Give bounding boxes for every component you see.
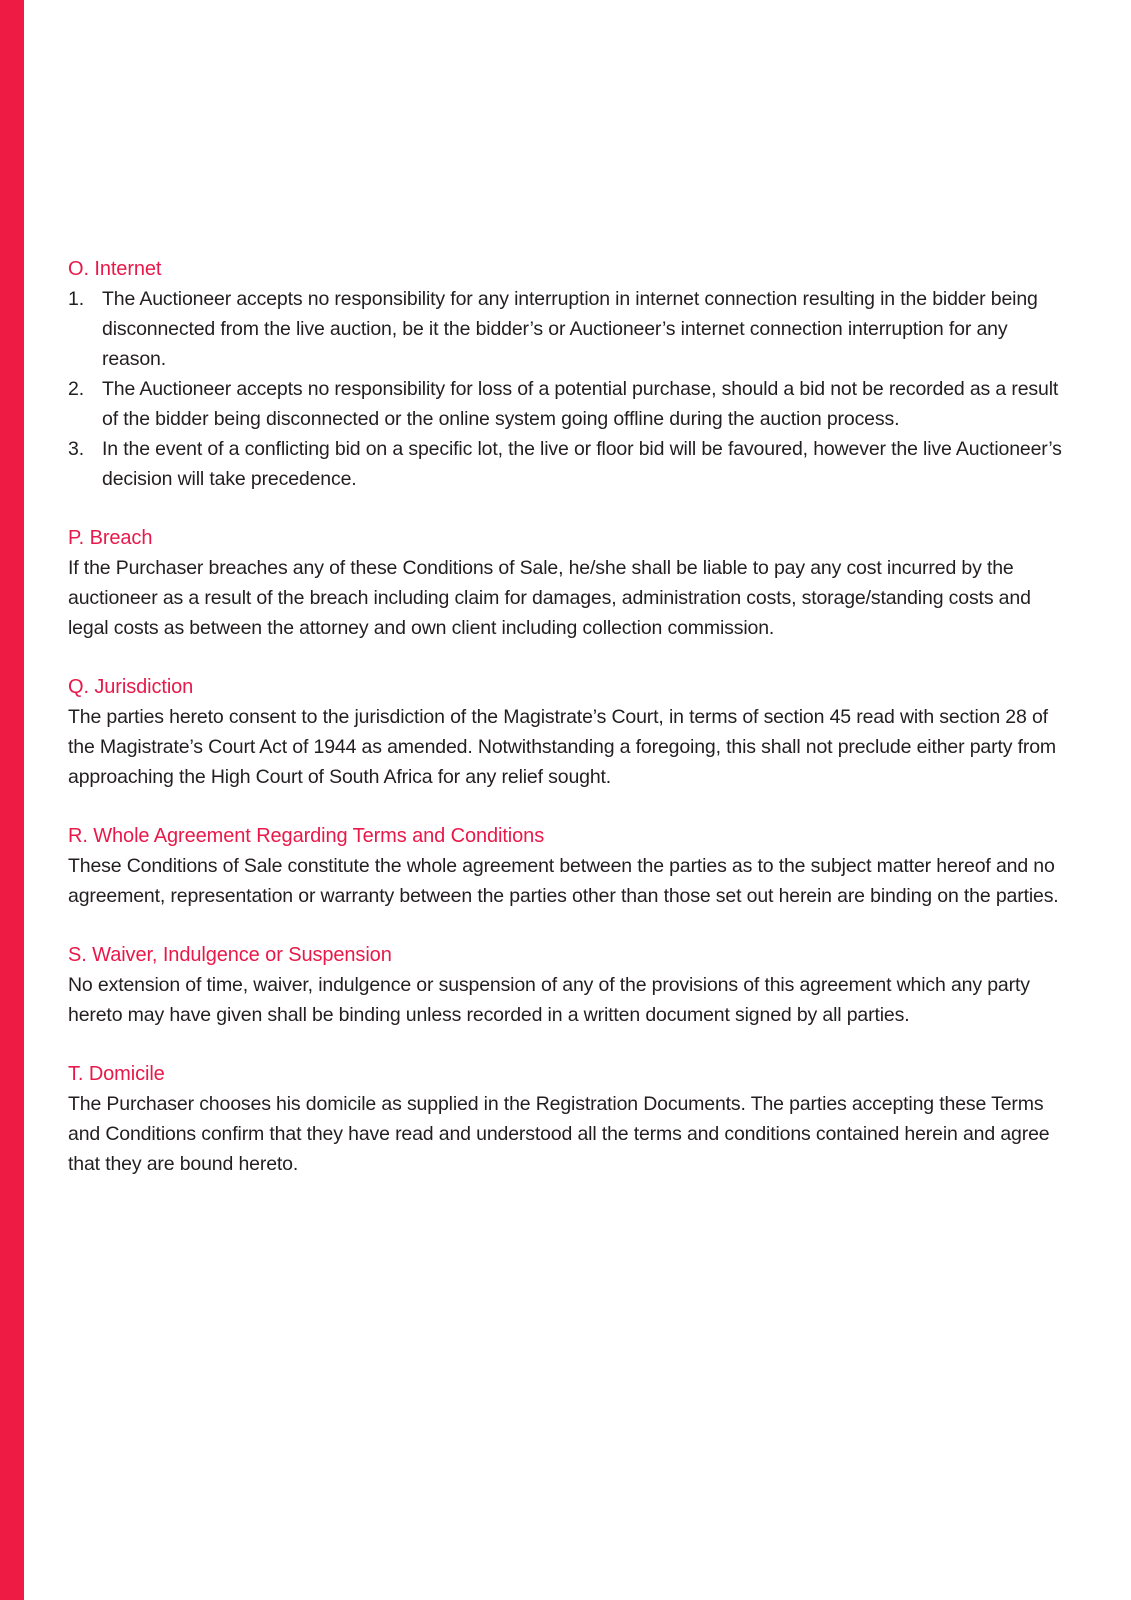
section-domicile xyxy=(68,1059,1068,1179)
section-paragraph: If the Purchaser breaches any of these Conditions of Sale, he/she shall be liable to pay any cost incurred by the auctioneer as a result of the breach including claim for damages, administration costs, storage/standing costs and legal costs as between the attorney and own client including collection commission. xyxy=(68,557,1031,639)
accent-bar xyxy=(0,0,24,1600)
list-item-number: 1. xyxy=(68,288,84,310)
section-internet xyxy=(68,254,1068,494)
list-item xyxy=(68,434,1068,494)
list-item-number: 2. xyxy=(68,378,84,400)
section-paragraph: The Purchaser chooses his domicile as supplied in the Registration Documents. The parties accepting these Terms and Conditions confirm that they have read and understood all the terms and conditions contained herein and agree that they are bound hereto. xyxy=(68,1093,1050,1175)
document-body xyxy=(68,254,1068,1208)
section-breach xyxy=(68,523,1068,643)
section-heading: O. Internet xyxy=(68,258,162,280)
section-paragraph: These Conditions of Sale constitute the whole agreement between the parties as to the subject matter hereof and no agreement, representation or warranty between the parties other than those set out herein are binding on the parties. xyxy=(68,855,1059,907)
section-paragraph: No extension of time, waiver, indulgence or suspension of any of the provisions of this agreement which any party hereto may have given shall be binding unless recorded in a written document signed by all parties. xyxy=(68,974,1030,1026)
section-heading: T. Domicile xyxy=(68,1063,165,1085)
section-heading: R. Whole Agreement Regarding Terms and Conditions xyxy=(68,825,545,847)
section-heading: S. Waiver, Indulgence or Suspension xyxy=(68,944,392,966)
list-item xyxy=(68,374,1068,434)
section-whole-agreement xyxy=(68,821,1068,911)
numbered-list xyxy=(68,284,1068,494)
list-item-number: 3. xyxy=(68,438,84,460)
section-heading: P. Breach xyxy=(68,527,153,549)
section-paragraph: The parties hereto consent to the jurisdiction of the Magistrate’s Court, in terms of section 45 read with section 28 of the Magistrate’s Court Act of 1944 as amended. Notwithstanding a foregoing, this shall not preclude either party from approaching the High Court of South Africa for any relief sought. xyxy=(68,706,1056,788)
list-item-text: In the event of a conflicting bid on a specific lot, the live or floor bid will be favoured, however the live Auctioneer’s decision will take precedence. xyxy=(102,438,1062,490)
section-waiver xyxy=(68,940,1068,1030)
section-jurisdiction xyxy=(68,672,1068,792)
list-item-text: The Auctioneer accepts no responsibility for loss of a potential purchase, should a bid not be recorded as a result of the bidder being disconnected or the online system going offline during the auction process. xyxy=(102,378,1059,430)
list-item-text: The Auctioneer accepts no responsibility for any interruption in internet connection resulting in the bidder being disconnected from the live auction, be it the bidder’s or Auctioneer’s internet connection interruption for any reason. xyxy=(102,288,1038,370)
list-item xyxy=(68,284,1068,374)
section-heading: Q. Jurisdiction xyxy=(68,676,194,698)
